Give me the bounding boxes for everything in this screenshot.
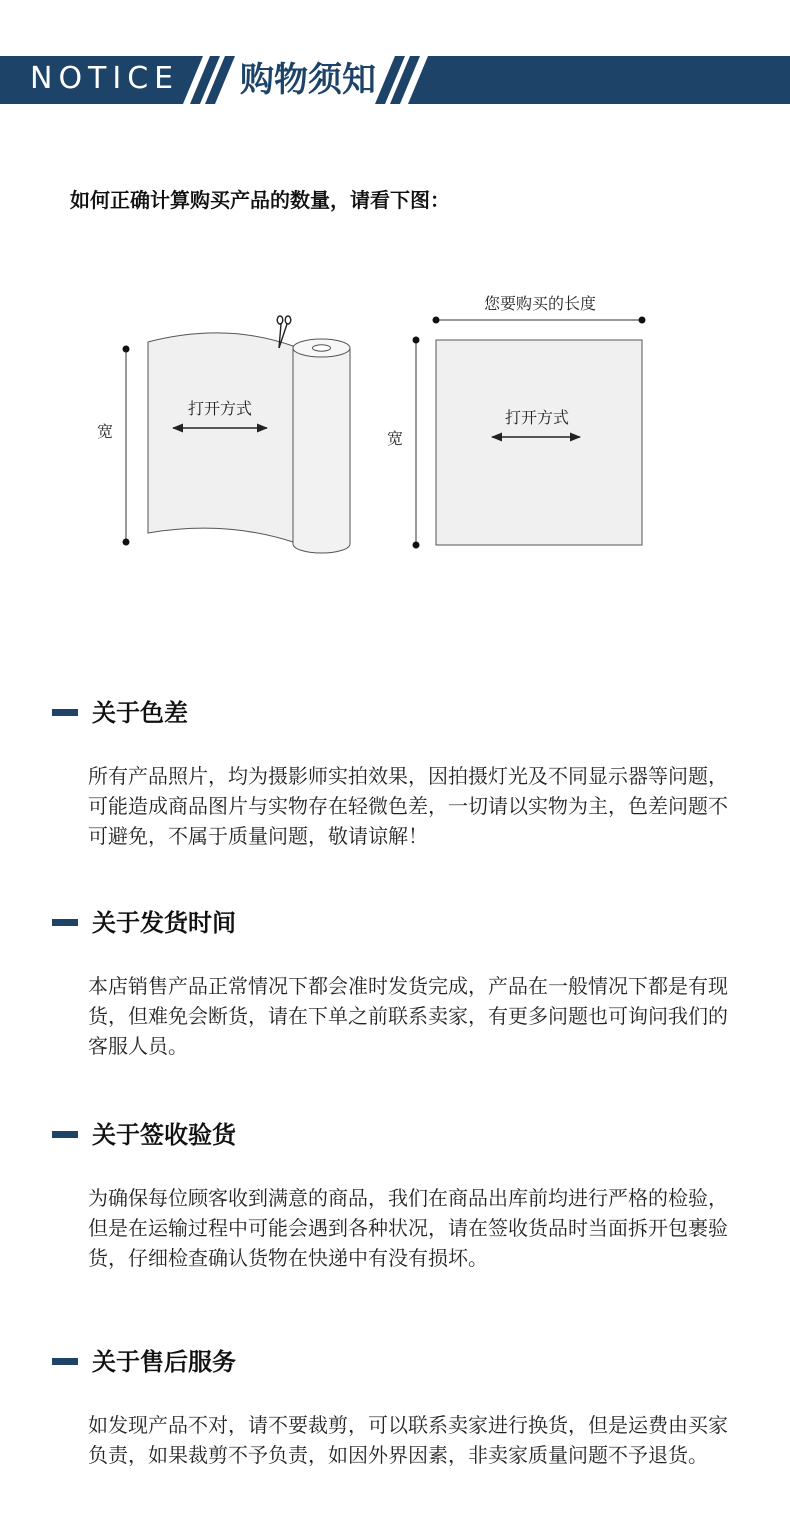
roll-figure (97, 316, 350, 553)
sheet-figure (387, 294, 646, 549)
section-body: 为确保每位顾客收到满意的商品，我们在商品出库前均进行严格的检验，但是在运输过程中可能会遇到各种状况，请在签收货品时当面拆开包裹验货，仔细检查确认货物在快递中有没有损坏。 (88, 1186, 728, 1270)
section-color-difference (52, 697, 752, 851)
sheet-width-dot-top (413, 337, 420, 344)
notice-label-en: NOTICE (30, 61, 180, 96)
section-title: 关于发货时间 (92, 909, 236, 937)
section-body: 如发现产品不对，请不要裁剪，可以联系卖家进行换货，但是运费由买家负责，如果裁剪不予负责，如因外界因素，非卖家质量问题不予退货。 (88, 1413, 728, 1467)
section-inspection (52, 1119, 752, 1273)
section-body: 所有产品照片，均为摄影师实拍效果，因拍摄灯光及不同显示器等问题，可能造成商品图片与实物存在轻微色差，一切请以实物为主，色差问题不可避免，不属于质量问题，敬请谅解！ (88, 764, 728, 848)
sheet-width-dot-bottom (413, 542, 420, 549)
roll-width-dot-top (123, 346, 130, 353)
sheet-length-label: 您要购买的长度 (483, 294, 597, 313)
section-heading (52, 1346, 752, 1380)
roll-cylinder (293, 348, 350, 553)
roll-unrolled-sheet (148, 333, 293, 542)
quantity-diagram (0, 280, 790, 570)
sheet-width-label: 宽 (386, 429, 404, 448)
notice-label-zh: 购物须知 (240, 60, 376, 100)
section-shipping-time (52, 907, 752, 1061)
section-body: 本店销售产品正常情况下都会准时发货完成，产品在一般情况下都是有现货，但难免会断货，请在下单之前联系卖家，有更多问题也可询问我们的客服人员。 (88, 974, 728, 1058)
section-title: 关于签收验货 (92, 1121, 236, 1149)
sheet-length-dot-left (433, 317, 440, 324)
roll-open-label: 打开方式 (187, 399, 253, 418)
section-bar (52, 919, 78, 926)
roll-core (313, 345, 331, 351)
section-heading (52, 907, 752, 941)
howto-question: 如何正确计算购买产品的数量，请看下图： (70, 188, 450, 212)
roll-width-dot-bottom (123, 539, 130, 546)
section-bar (52, 1131, 78, 1138)
banner-right-block (408, 56, 790, 104)
sheet-open-label: 打开方式 (504, 408, 570, 427)
roll-width-label: 宽 (96, 422, 114, 441)
section-heading (52, 1119, 752, 1153)
section-heading (52, 697, 752, 731)
sheet-length-dot-right (639, 317, 646, 324)
section-bar (52, 709, 78, 716)
section-after-sales (52, 1346, 752, 1470)
section-bar (52, 1358, 78, 1365)
sheet-rectangle (436, 340, 642, 545)
section-title: 关于色差 (92, 699, 188, 727)
section-title: 关于售后服务 (92, 1348, 236, 1376)
